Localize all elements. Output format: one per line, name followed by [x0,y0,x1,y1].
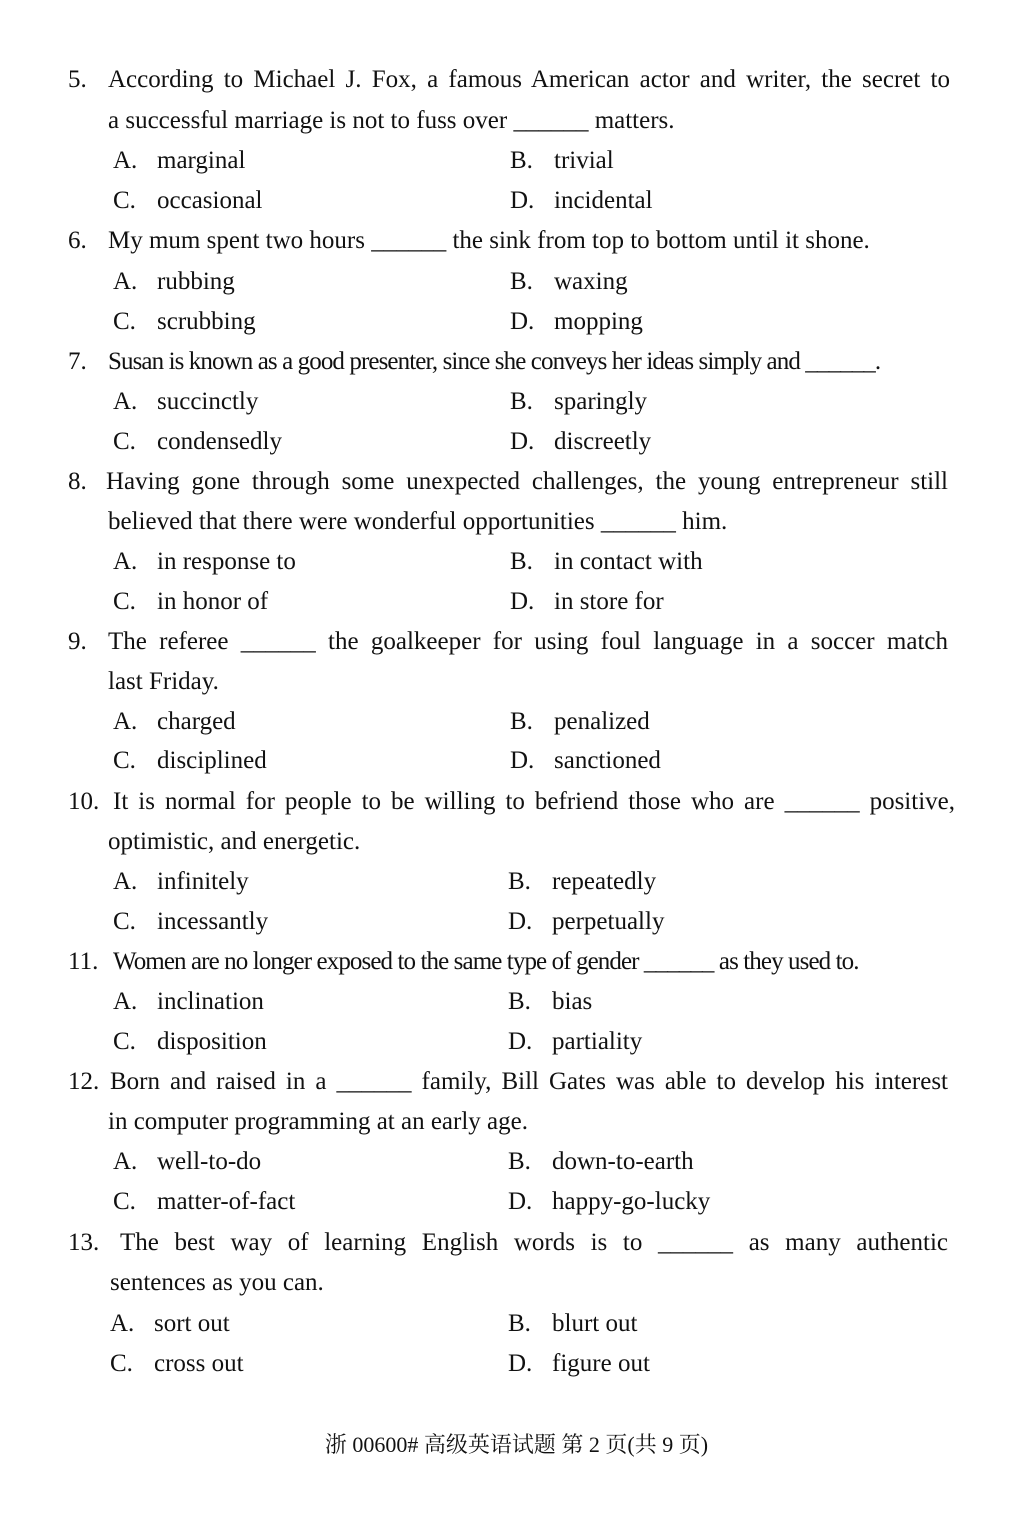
question-9-option-d: D. sanctioned [510,747,661,774]
question-12-number: 12. [68,1068,100,1095]
question-13-line-1: The best way of learning English words is to ______ as many authentic [120,1229,948,1256]
question-5-option-b: B. trivial [510,147,614,174]
question-5-option-d: D. incidental [510,187,653,214]
question-13-option-b: B. blurt out [508,1310,638,1337]
question-7-option-b: B. sparingly [510,388,648,415]
question-7-option-a: A. succinctly [113,388,259,415]
question-5-line-1: According to Michael J. Fox, a famous American actor and writer, the secret to [108,66,950,93]
question-8-option-a: A. in response to [113,548,296,575]
question-8-option-d: D. in store for [510,588,664,615]
question-9-option-a: A. charged [113,708,236,735]
question-12-line-1: Born and raised in a ______ family, Bill Gates was able to develop his interest [110,1068,948,1095]
question-12-option-a: A. well-to-do [113,1148,262,1175]
question-11-number: 11. [68,948,99,975]
question-13-option-a: A. sort out [110,1310,230,1337]
question-10-number: 10. [68,788,100,815]
question-7-line-1: Susan is known as a good presenter, since she conveys her ideas simply and ______. [108,348,881,375]
question-8-option-b: B. in contact with [510,548,703,575]
question-13-option-d: D. figure out [508,1350,650,1377]
question-13-line-2: sentences as you can. [110,1269,324,1296]
question-12-line-2: in computer programming at an early age. [108,1108,528,1135]
question-7-option-d: D. discreetly [510,428,652,455]
question-13-number: 13. [68,1229,100,1256]
page-footer: 浙 00600# 高级英语试题 第 2 页(共 9 页) [324,1432,709,1457]
question-11-option-a: A. inclination [113,988,264,1015]
question-11-option-c: C. disposition [113,1028,267,1055]
question-10-option-a: A. infinitely [113,868,249,895]
question-5-number: 5. [68,66,87,93]
question-9-option-b: B. penalized [510,708,650,735]
question-11-option-d: D. partiality [508,1028,643,1055]
question-6-option-c: C. scrubbing [113,308,256,335]
question-11-line-1: Women are no longer exposed to the same type of gender ______ as they used to. [113,948,859,975]
question-8-number: 8. [68,468,87,495]
question-13-option-c: C. cross out [110,1350,244,1377]
question-8-line-1: Having gone through some unexpected challenges, the young entrepreneur still [106,468,948,495]
question-11-option-b: B. bias [508,988,593,1015]
question-6-option-d: D. mopping [510,308,643,335]
question-9-option-c: C. disciplined [113,747,267,774]
question-6-number: 6. [68,227,87,254]
question-7-option-c: C. condensedly [113,428,282,455]
question-9-line-2: last Friday. [108,668,219,695]
question-7-number: 7. [68,348,87,375]
question-8-option-c: C. in honor of [113,588,269,615]
question-5-option-a: A. marginal [113,147,246,174]
question-10-line-2: optimistic, and energetic. [108,828,361,855]
question-6-option-b: B. waxing [510,268,628,295]
question-8-line-2: believed that there were wonderful opportunities ______ him. [108,508,728,535]
question-12-option-b: B. down-to-earth [508,1148,694,1175]
question-10-option-c: C. incessantly [113,908,269,935]
question-10-option-b: B. repeatedly [508,868,657,895]
question-6-line-1: My mum spent two hours ______ the sink from top to bottom until it shone. [108,227,870,254]
question-12-option-c: C. matter-of-fact [113,1188,296,1215]
question-5-option-c: C. occasional [113,187,263,214]
question-5-line-2: a successful marriage is not to fuss over ______ matters. [108,107,675,134]
question-12-option-d: D. happy-go-lucky [508,1188,711,1215]
question-9-number: 9. [68,628,87,655]
question-9-line-1: The referee ______ the goalkeeper for using foul language in a soccer match [108,628,948,655]
question-10-option-d: D. perpetually [508,908,665,935]
question-10-line-1: It is normal for people to be willing to befriend those who are ______ positive, [113,788,955,815]
question-6-option-a: A. rubbing [113,268,235,295]
